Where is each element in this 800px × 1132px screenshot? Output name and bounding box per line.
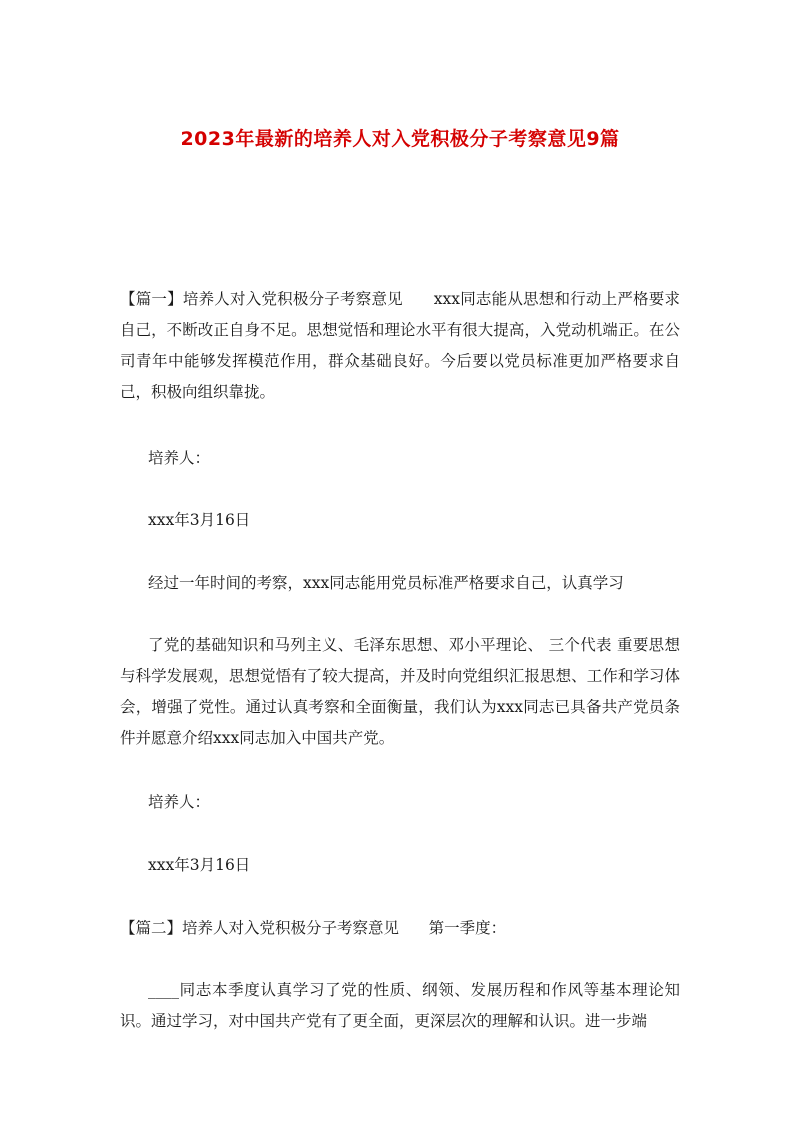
part1-signature-date: xxx年3月16日 bbox=[148, 511, 251, 529]
part1-paragraph bbox=[120, 284, 680, 408]
part2-season: 第一季度： bbox=[428, 919, 507, 937]
part2-heading: 【篇二】培养人对入党积极分子考察意见 bbox=[120, 919, 400, 937]
part2-heading-line bbox=[120, 913, 506, 944]
document-title: 2023年最新的培养人对入党积极分子考察意见9篇 bbox=[180, 128, 620, 150]
part2-paragraph: ____同志本季度认真学习了党的性质、纲领、发展历程和作风等基本理论知识。通过学习，对中国共产党有了更全面，更深层次的理解和认识。进一步端 bbox=[120, 981, 680, 1030]
part1-paragraph-2: 经过一年时间的考察，xxx同志能用党员标准严格要求自己，认真学习 bbox=[148, 574, 624, 592]
part1-paragraph-3: 了党的基础知识和马列主义、毛泽东思想、邓小平理论、 三个代表 重要思想与科学发展观，思想觉悟有了较大提高，并及时向党组织汇报思想、工作和学习体会，增强了党性。通过认真考察和全面衡量，我们认为xxx同志已具备共产党员条件并愿意介绍xxx同志加入中国共产党。 bbox=[120, 636, 680, 747]
part1-signature-label: 培养人： bbox=[148, 449, 211, 467]
part1-signature-label-2: 培养人： bbox=[148, 793, 211, 811]
part1-text: xxx同志能从思想和行动上严格要求自己，不断改正自身不足。思想觉悟和理论水平有很大提高，入党动机端正。在公司青年中能够发挥模范作用，群众基础良好。今后要以党员标准更加严格要求自己，积极向组织靠拢。 bbox=[120, 290, 680, 401]
part1-signature-date-2: xxx年3月16日 bbox=[148, 856, 251, 874]
part1-heading: 【篇一】培养人对入党积极分子考察意见 bbox=[120, 290, 403, 308]
